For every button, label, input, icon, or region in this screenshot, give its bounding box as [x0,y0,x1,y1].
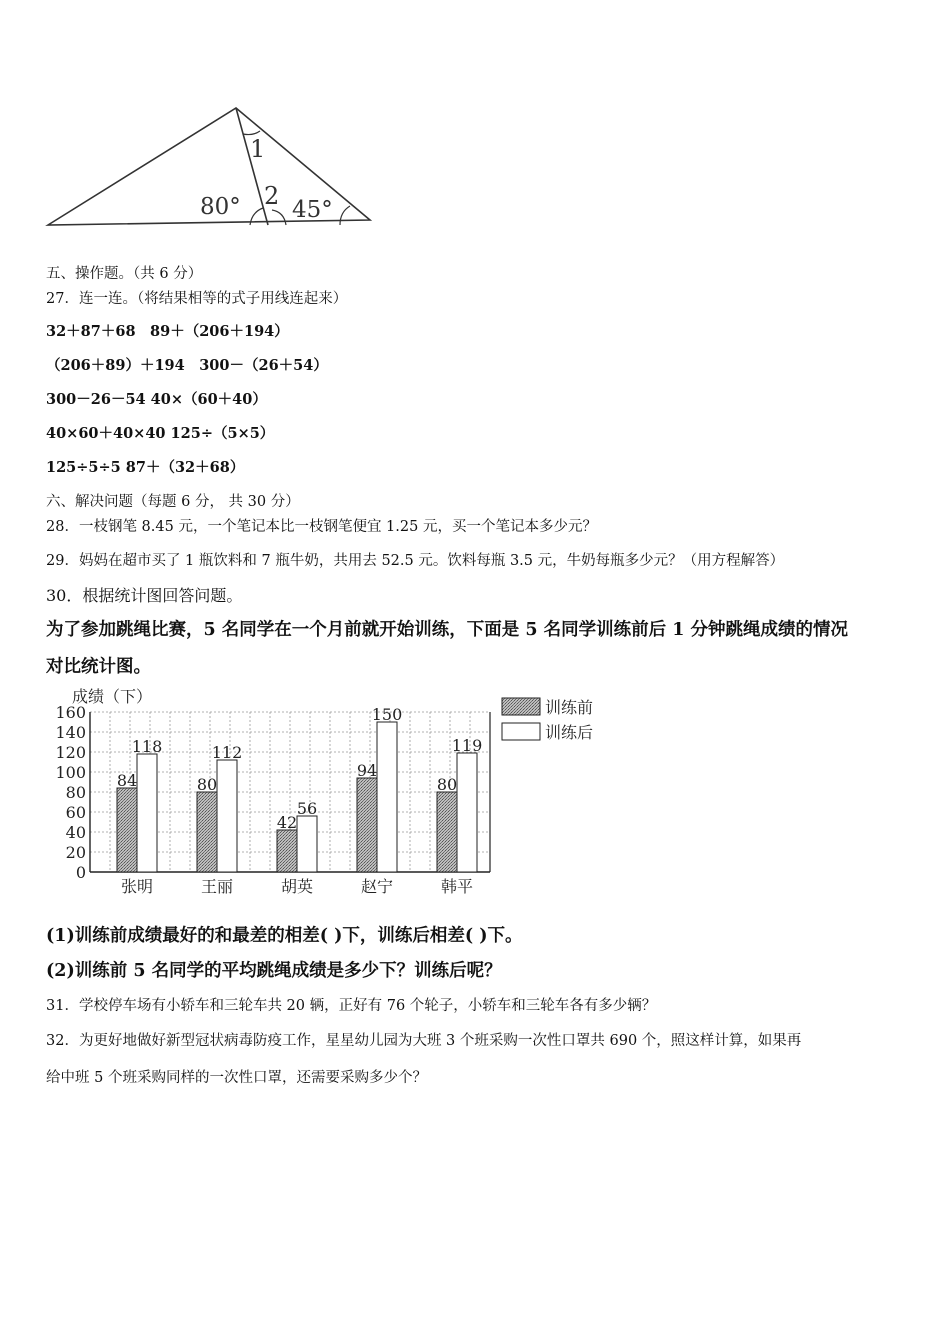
y-tick-label: 120 [55,743,86,762]
bar-before [357,778,377,872]
legend-label-after: 训练后 [545,723,594,742]
x-category-label: 赵宁 [360,877,394,896]
angle-1-label: 1 [250,135,266,163]
angle-2-label: 2 [264,182,280,210]
bar-value-label: 94 [356,761,378,780]
triangle-figure [40,100,380,230]
bar-value-label: 80 [436,775,458,794]
bar-value-label: 56 [296,799,318,818]
y-tick-label: 160 [55,703,86,722]
bar-value-label: 118 [131,737,163,756]
question-30-desc-2: 对比统计图。 [46,657,151,677]
y-tick-label: 40 [65,823,86,842]
bar-value-label: 80 [196,775,218,794]
question-30-sub-1: (1)训练前成绩最好的和最差的相差( )下，训练后相差( )下。 [46,926,523,946]
section5-title: 五、操作题。（共 6 分） [46,266,203,282]
bar-before [437,792,457,872]
angle-45-label: 45° [292,197,333,223]
y-tick-label: 20 [65,843,86,862]
legend-swatch-after [502,723,540,740]
question-31: 31．学校停车场有小轿车和三轮车共 20 辆，正好有 76 个轮子，小轿车和三轮车各有多少辆？ [46,998,657,1014]
x-category-label: 韩平 [440,877,474,896]
match-row-1: 32＋87＋68 89＋（206＋194） [46,323,289,340]
question-30-sub-2: (2)训练前 5 名同学的平均跳绳成绩是多少下？训练后呢？ [46,961,502,981]
match-row-4: 40×60＋40×40 125÷（5×5） [46,425,275,442]
angle-2-arc [272,210,286,225]
question-30-desc-1: 为了参加跳绳比赛，5 名同学在一个月前就开始训练，下面是 5 名同学训练前后 1 分钟跳绳成绩的情况 [46,620,848,640]
question-30: 30．根据统计图回答问题。 [46,586,243,605]
angle-45-arc [340,206,350,225]
y-tick-label: 60 [65,803,86,822]
y-tick-label: 0 [75,863,86,882]
question-27: 27．连一连。（将结果相等的式子用线连起来） [46,291,348,307]
y-tick-label: 80 [65,783,86,802]
bar-before [277,830,297,872]
bar-after [377,722,397,872]
y-tick-label: 140 [55,723,86,742]
bar-before [197,792,217,872]
question-32-line-2: 给中班 5 个班采购同样的一次性口罩，还需要采购多少个？ [46,1070,427,1086]
match-row-5: 125÷5÷5 87＋（32＋68） [46,459,245,476]
legend-swatch-before [502,698,540,715]
bar-value-label: 42 [276,813,298,832]
question-32-line-1: 32．为更好地做好新型冠状病毒防疫工作，星星幼儿园为大班 3 个班采购一次性口罩共 690 个，照这样计算，如果再 [46,1033,802,1049]
bar-chart [40,682,620,902]
legend-label-before: 训练前 [545,698,594,717]
chart-ylabel: 成绩（下） [72,687,153,706]
section6-title: 六、解决问题（每题 6 分， 共 30 分） [46,494,300,510]
bar-value-label: 150 [371,705,403,724]
question-29: 29．妈妈在超市买了 1 瓶饮料和 7 瓶牛奶，共用去 52.5 元。饮料每瓶 3.5 元，牛奶每瓶多少元？（用方程解答） [46,553,785,569]
bar-value-label: 119 [451,736,483,755]
question-28: 28．一枝钢笔 8.45 元，一个笔记本比一枝钢笔便宜 1.25 元，买一个笔记本多少元？ [46,519,597,535]
chart-legend [502,698,593,742]
bar-value-label: 112 [211,743,243,762]
angle-80-label: 80° [200,194,241,220]
bar-after [297,816,317,872]
x-category-label: 张明 [120,877,154,896]
bar-value-label: 84 [116,771,138,790]
match-row-3: 300－26－54 40×（60＋40） [46,391,267,408]
x-category-label: 王丽 [200,877,234,896]
y-tick-label: 100 [55,763,86,782]
x-category-label: 胡英 [280,877,314,896]
match-row-2: （206＋89）＋194 300－（26＋54） [46,357,328,374]
bar-before [117,788,137,872]
bar-after [137,754,157,872]
bar-after [217,760,237,872]
bar-after [457,753,477,872]
